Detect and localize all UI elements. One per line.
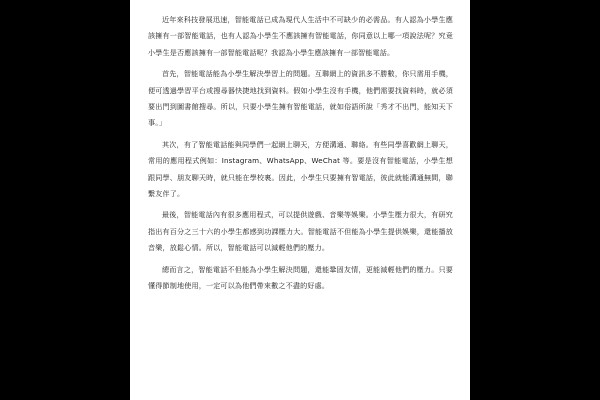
paragraph-conclusion: 總而言之，智能電話不但能為小學生解決問題，還能鞏固友情，更能減輕他們的壓力。只要懂得節制地使用，一定可以為他們帶來數之不盡的好處。 [148,264,453,291]
document-page [130,0,470,400]
essay-body [148,12,453,295]
paragraph-introduction: 近年來科技發展迅速，智能電話已成為現代人生活中不可缺少的必需品。有人認為小學生應該擁有一部智能電話，也有人認為小學生不應該擁有智能電話，你同意以上哪一項說法呢？究竟小學生是否應該擁有一部智能電話呢？我認為小學生應該擁有一部智能電話。 [148,15,453,57]
paragraph-learning: 首先，智能電話能為小學生解決學習上的問題。互聯網上的資訊多不勝數，你只需用手機，便可透過學習平台或搜尋器快捷地找到資料。假如小學生沒有手機，他們需要找資料時，就必須要出門到圖書館搜尋。所以，只要小學生擁有智能電話，就如俗語所說「秀才不出門，能知天下事。」 [148,69,453,128]
paragraph-communication: 其次，有了智能電話能與同學們一起網上聊天，方便溝通、聯絡。有些同學喜歡網上聊天，常用的應用程式例如：Instagram、WhatsApp、WeChat 等。要是沒有智能電話，小學生想跟同學、朋友聊天時，就只能在學校裏。因此，小學生只要擁有智電話，彼此就能溝通無間，聯繫友伴了。 [148,139,453,199]
paragraph-entertainment: 最後，智能電話內有很多應用程式，可以提供遊戲、音樂等娛樂。小學生壓力很大，有研究指出有百分之三十六的小學生都感到功課壓力大。智能電話不但能為小學生提供娛樂，還能播放音樂，放鬆心情。所以，智能電話可以減輕他們的壓力。 [148,210,453,253]
